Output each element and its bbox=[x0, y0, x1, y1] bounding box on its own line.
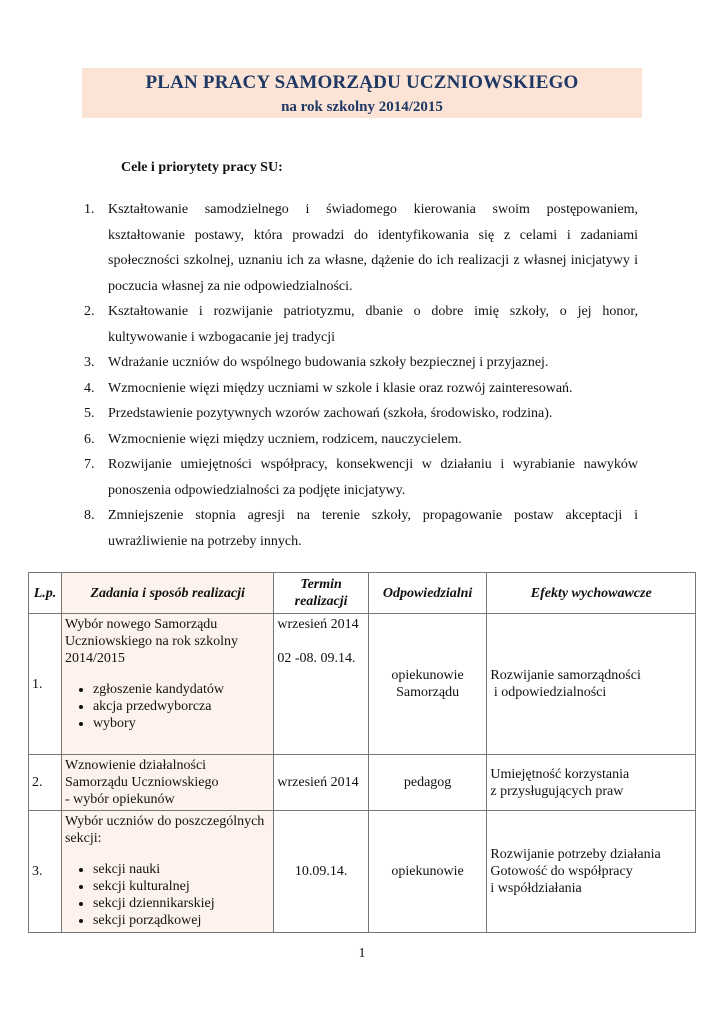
goal-number: 1. bbox=[84, 202, 95, 217]
effects-line: Rozwijanie samorządności bbox=[490, 668, 641, 683]
task-bullet: • sekcji dziennikarskiej bbox=[93, 895, 270, 912]
task-bullet: • sekcji porządkowej bbox=[93, 912, 270, 929]
responsible-line: opiekunowie bbox=[391, 668, 464, 683]
goal-item bbox=[82, 299, 638, 350]
task-bullet: • zgłoszenie kandydatów bbox=[93, 681, 270, 698]
header-responsible: Odpowiedzialni bbox=[368, 573, 487, 614]
plan-table bbox=[28, 572, 696, 933]
goal-text: Wzmocnienie więzi między uczniem, rodzicem, nauczycielem. bbox=[108, 431, 462, 447]
row-term bbox=[274, 811, 368, 933]
task-bullet-list bbox=[65, 681, 270, 732]
header-term: Termin realizacji bbox=[274, 573, 368, 614]
effects-line: z przysługujących praw bbox=[490, 783, 624, 799]
document-title: PLAN PRACY SAMORZĄDU UCZNIOWSKIEGO bbox=[145, 72, 579, 93]
goal-item bbox=[82, 350, 638, 376]
goal-text: Wzmocnienie więzi między uczniami w szkole i klasie oraz rozwój zainteresowań. bbox=[108, 380, 573, 396]
task-line: Wybór nowego Samorządu bbox=[64, 617, 218, 632]
table-header-row bbox=[29, 573, 696, 614]
document-subtitle: na rok szkolny 2014/2015 bbox=[281, 99, 443, 115]
row-task bbox=[61, 614, 273, 755]
task-bullet: • sekcji nauki bbox=[93, 861, 270, 878]
effects-line: Gotowość do współpracy bbox=[490, 864, 633, 879]
row-task bbox=[61, 755, 273, 811]
row-term bbox=[274, 755, 368, 811]
table-row bbox=[29, 614, 696, 755]
goal-text: Rozwijanie umiejętności współpracy, konsekwencji w działaniu i wyrabianie nawyków ponoszenia odpowiedzialności za podjęte inicjatywy. bbox=[108, 457, 638, 498]
term-line: wrzesień 2014 bbox=[277, 617, 359, 632]
goal-number: 7. bbox=[84, 457, 95, 472]
page-number: 1 bbox=[358, 946, 366, 961]
goal-number: 8. bbox=[84, 508, 95, 523]
row-lp: 1. bbox=[29, 614, 62, 755]
responsible-line: pedagog bbox=[403, 775, 452, 790]
task-line: Wznowienie działalności bbox=[64, 758, 207, 773]
task-line: Wybór uczniów do poszczególnych bbox=[64, 814, 265, 829]
goal-item bbox=[82, 197, 638, 299]
goal-number: 2. bbox=[84, 304, 95, 319]
goal-number: 4. bbox=[84, 380, 95, 396]
header-task: Zadania i sposób realizacji bbox=[61, 573, 273, 614]
effects-line: Rozwijanie potrzeby działania bbox=[490, 847, 661, 862]
goal-item bbox=[82, 452, 638, 503]
goal-text: Kształtowanie samodzielnego i świadomego kierowania swoim postępowaniem, kształtowanie postawy, która prowadzi do identyfikowania się z celami i zadaniami społeczności szkolnej, uznaniu ich za własne, dążenie do ich realizacji z własnej inicjatywy i poczucia własnej za nie odpowiedzialności. bbox=[108, 202, 638, 294]
effects-line: i odpowiedzialności bbox=[490, 685, 607, 700]
goals-heading: Cele i priorytety pracy SU: bbox=[121, 160, 283, 175]
task-bullet: • sekcji kulturalnej bbox=[93, 878, 270, 895]
row-lp: 2. bbox=[29, 755, 62, 811]
task-bullet: • akcja przedwyborcza bbox=[93, 698, 270, 715]
row-responsible bbox=[368, 811, 487, 933]
row-responsible bbox=[368, 755, 487, 811]
responsible-line: Samorządu bbox=[396, 685, 460, 700]
effects-line: i współdziałania bbox=[490, 881, 582, 896]
task-line: sekcji: bbox=[64, 831, 102, 846]
goal-item bbox=[82, 376, 638, 402]
task-line: Uczniowskiego na rok szkolny bbox=[64, 634, 238, 649]
term-line: wrzesień 2014 bbox=[277, 775, 359, 790]
row-effects bbox=[487, 811, 696, 933]
task-line: Samorządu Uczniowskiego bbox=[64, 775, 219, 790]
goal-text: Kształtowanie i rozwijanie patriotyzmu, dbanie o dobre imię szkoły, o jej honor, kultywowanie i wzbogacanie jej tradycji bbox=[108, 304, 638, 345]
goals-list bbox=[82, 197, 638, 554]
goal-text: Przedstawienie pozytywnych wzorów zachowań (szkoła, środowisko, rodzina). bbox=[108, 406, 553, 421]
header-effects: Efekty wychowawcze bbox=[487, 573, 696, 614]
term-line: 02 -08. 09.14. bbox=[277, 651, 356, 666]
header-lp: L.p. bbox=[29, 573, 62, 614]
row-task bbox=[61, 811, 273, 933]
row-effects bbox=[487, 755, 696, 811]
task-bullet-list bbox=[65, 861, 270, 929]
goal-text: Wdrażanie uczniów do wspólnego budowania szkoły bezpiecznej i przyjaznej. bbox=[108, 355, 549, 370]
goal-item bbox=[82, 427, 638, 453]
effects-line: Umiejętność korzystania bbox=[490, 766, 630, 782]
task-line: - wybór opiekunów bbox=[64, 792, 175, 807]
table-row bbox=[29, 811, 696, 933]
responsible-line: opiekunowie bbox=[391, 864, 464, 879]
term-line: 10.09.14. bbox=[294, 864, 348, 879]
task-bullet: • wybory bbox=[93, 715, 270, 732]
row-lp: 3. bbox=[29, 811, 62, 933]
goal-number: 5. bbox=[84, 406, 95, 421]
task-line: 2014/2015 bbox=[64, 651, 125, 666]
goal-item bbox=[82, 503, 638, 554]
title-box bbox=[82, 68, 642, 118]
table-row bbox=[29, 755, 696, 811]
goal-item bbox=[82, 401, 638, 427]
goal-text: Zmniejszenie stopnia agresji na terenie szkoły, propagowanie postaw akceptacji i uwrażliwienie na potrzeby innych. bbox=[108, 508, 638, 549]
goal-number: 6. bbox=[84, 431, 95, 447]
row-responsible bbox=[368, 614, 487, 755]
row-effects bbox=[487, 614, 696, 755]
row-term bbox=[274, 614, 368, 755]
goal-number: 3. bbox=[84, 355, 95, 370]
